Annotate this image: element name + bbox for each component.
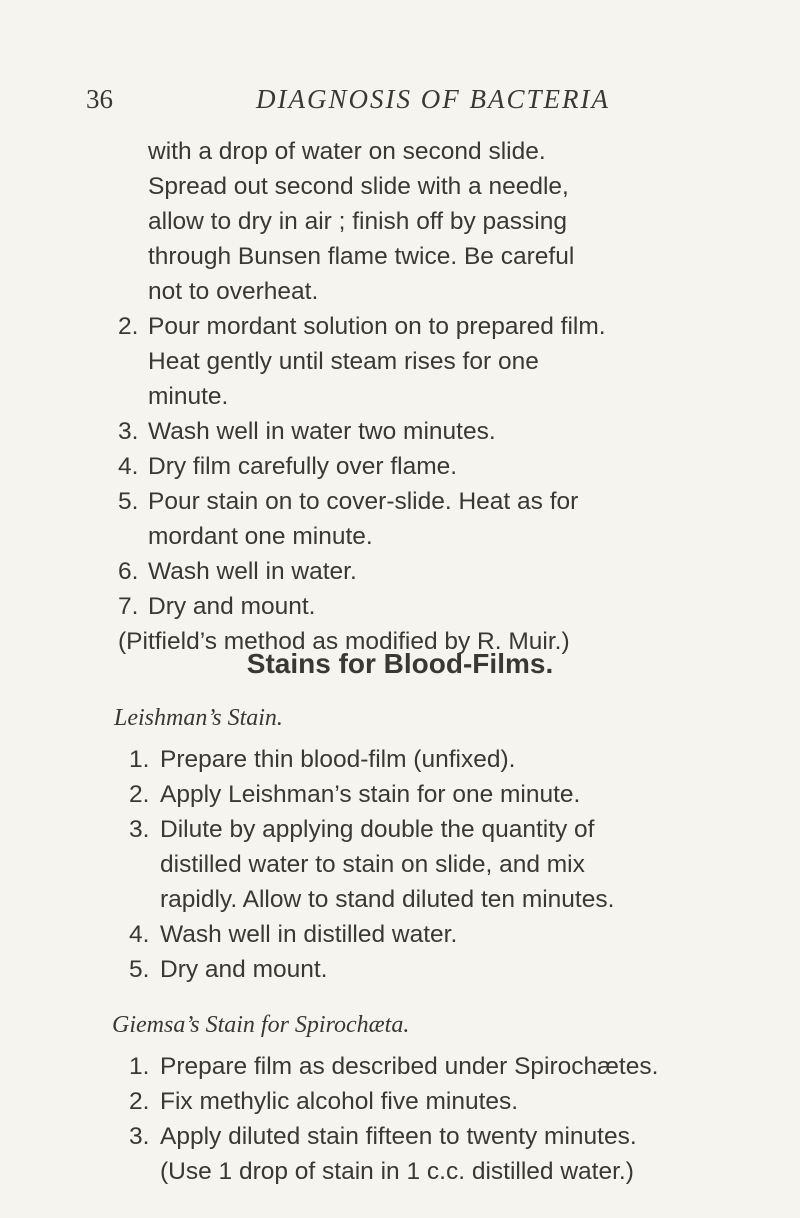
text-line: not to overheat.	[148, 278, 319, 305]
text-line: through Bunsen flame twice. Be careful	[148, 243, 575, 270]
step-number: 3.	[129, 1123, 150, 1150]
leishman-subheading: Leishman’s Stain.	[114, 705, 283, 731]
step-number: 3.	[118, 418, 139, 445]
step-number: 2.	[118, 313, 139, 340]
step-number: 4.	[129, 921, 150, 948]
text-line: Prepare thin blood-film (unfixed).	[160, 746, 516, 773]
step-number: 5.	[118, 488, 139, 515]
step-number: 5.	[129, 956, 150, 983]
text-line: rapidly. Allow to stand diluted ten minutes.	[160, 886, 615, 913]
step-number: 4.	[118, 453, 139, 480]
text-line: with a drop of water on second slide.	[148, 138, 546, 165]
text-line: allow to dry in air ; finish off by passing	[148, 208, 567, 235]
text-line: Apply diluted stain fifteen to twenty minutes.	[160, 1123, 637, 1150]
text-line: Apply Leishman’s stain for one minute.	[160, 781, 581, 808]
text-line: Fix methylic alcohol five minutes.	[160, 1088, 519, 1115]
method-note: (Pitfield’s method as modified by R. Muir.)	[118, 628, 570, 655]
running-title: DIAGNOSIS OF BACTERIA	[256, 84, 610, 114]
text-line: distilled water to stain on slide, and mix	[160, 851, 585, 878]
step-number: 7.	[118, 593, 139, 620]
text-line: Dilute by applying double the quantity of	[160, 816, 595, 843]
step-number: 6.	[118, 558, 139, 585]
text-line: Pour mordant solution on to prepared film.	[148, 313, 606, 340]
section-heading: Stains for Blood-Films.	[246, 648, 554, 679]
step-number: 3.	[129, 816, 150, 843]
text-line: Spread out second slide with a needle,	[148, 173, 569, 200]
step-number: 2.	[129, 1088, 150, 1115]
text-line: Wash well in water.	[148, 558, 357, 585]
giemsa-subheading: Giemsa’s Stain for Spirochæta.	[112, 1012, 410, 1038]
text-line: Dry and mount.	[160, 956, 328, 983]
text-line: Wash well in distilled water.	[160, 921, 458, 948]
text-line: mordant one minute.	[148, 523, 373, 550]
step-number: 2.	[129, 781, 150, 808]
text-line: Prepare film as described under Spirochætes.	[160, 1053, 659, 1080]
text-line: (Use 1 drop of stain in 1 c.c. distilled water.)	[160, 1158, 634, 1185]
step-number: 1.	[129, 1053, 150, 1080]
page-number: 36	[86, 84, 113, 114]
page-header	[0, 84, 800, 124]
text-line: minute.	[148, 383, 229, 410]
text-line: Heat gently until steam rises for one	[148, 348, 539, 375]
text-line: Pour stain on to cover-slide. Heat as for	[148, 488, 579, 515]
text-line: Dry film carefully over flame.	[148, 453, 458, 480]
text-line: Dry and mount.	[148, 593, 316, 620]
text-line: Wash well in water two minutes.	[148, 418, 496, 445]
step-number: 1.	[129, 746, 150, 773]
